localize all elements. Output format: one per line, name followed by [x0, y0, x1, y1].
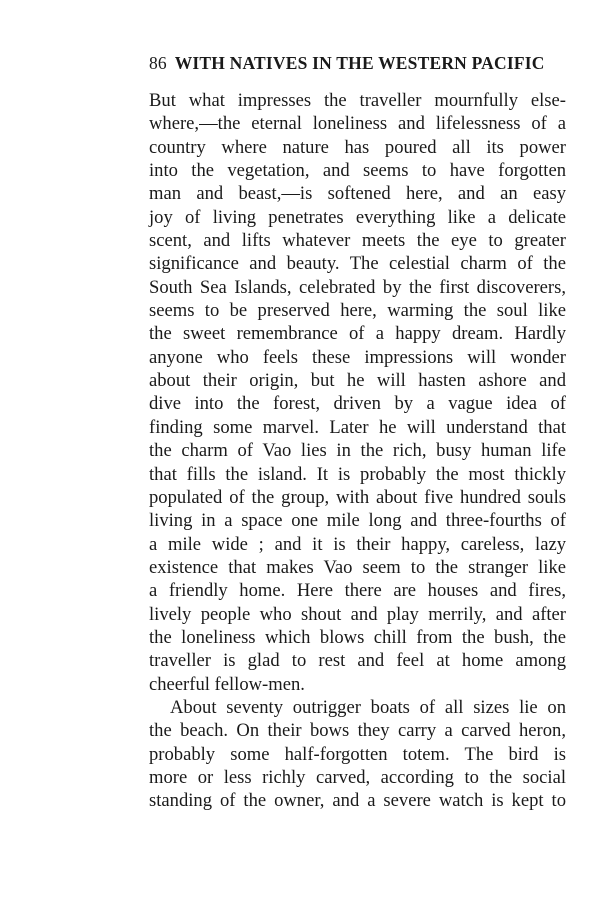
book-page	[149, 48, 566, 813]
text-line: probably some half-forgotten totem. The bird is	[149, 743, 566, 765]
text-line: a mile wide ; and it is their happy, careless, lazy	[149, 533, 566, 555]
text-line: standing of the owner, and a severe watch is kept to	[149, 790, 566, 812]
text-line: the charm of Vao lies in the rich, busy human life	[149, 440, 566, 462]
text-line: a friendly home. Here there are houses and fires,	[149, 580, 566, 602]
text-line: into the vegetation, and seems to have forgotten	[149, 160, 566, 182]
text-line: anyone who feels these impressions will wonder	[149, 346, 566, 368]
text-line: joy of living penetrates everything like a delicate	[149, 206, 566, 228]
body-text	[149, 89, 566, 813]
text-line: more or less richly carved, according to the social	[149, 766, 566, 788]
text-line: the sweet remembrance of a happy dream. Hardly	[149, 323, 566, 345]
text-line: the loneliness which blows chill from the bush, the	[149, 626, 566, 648]
running-title: WITH NATIVES IN THE WESTERN PACIFIC	[174, 53, 545, 73]
text-line: But what impresses the traveller mournfully else-	[149, 90, 566, 111]
text-line: where,—the eternal loneliness and lifelessness of a	[149, 113, 566, 135]
text-line-paragraph-start: About seventy outrigger boats of all sizes lie on	[170, 696, 566, 718]
text-line: the beach. On their bows they carry a carved heron,	[149, 720, 566, 742]
text-line: man and beast,—is softened here, and an easy	[149, 183, 566, 205]
text-line: that fills the island. It is probably the most thickly	[149, 463, 566, 485]
text-line: living in a space one mile long and three-fourths of	[149, 510, 566, 532]
text-line: existence that makes Vao seem to the stranger like	[149, 556, 566, 578]
text-line: lively people who shout and play merrily, and after	[149, 603, 566, 625]
text-line-paragraph-end: cheerful fellow-men.	[149, 673, 305, 695]
text-line: about their origin, but he will hasten ashore and	[149, 370, 566, 392]
text-line: seems to be preserved here, warming the soul like	[149, 300, 566, 322]
running-head	[149, 48, 566, 78]
text-line: South Sea Islands, celebrated by the first discoverers,	[149, 276, 566, 298]
text-line: finding some marvel. Later he will understand that	[149, 416, 566, 438]
text-line: dive into the forest, driven by a vague idea of	[149, 393, 566, 415]
page-number: 86	[149, 53, 167, 73]
text-line: scent, and lifts whatever meets the eye to greater	[149, 230, 566, 252]
text-line: traveller is glad to rest and feel at home among	[149, 650, 566, 672]
text-line: populated of the group, with about five hundred souls	[149, 486, 566, 508]
text-line: significance and beauty. The celestial charm of the	[149, 253, 566, 275]
text-line: country where nature has poured all its power	[149, 136, 566, 158]
